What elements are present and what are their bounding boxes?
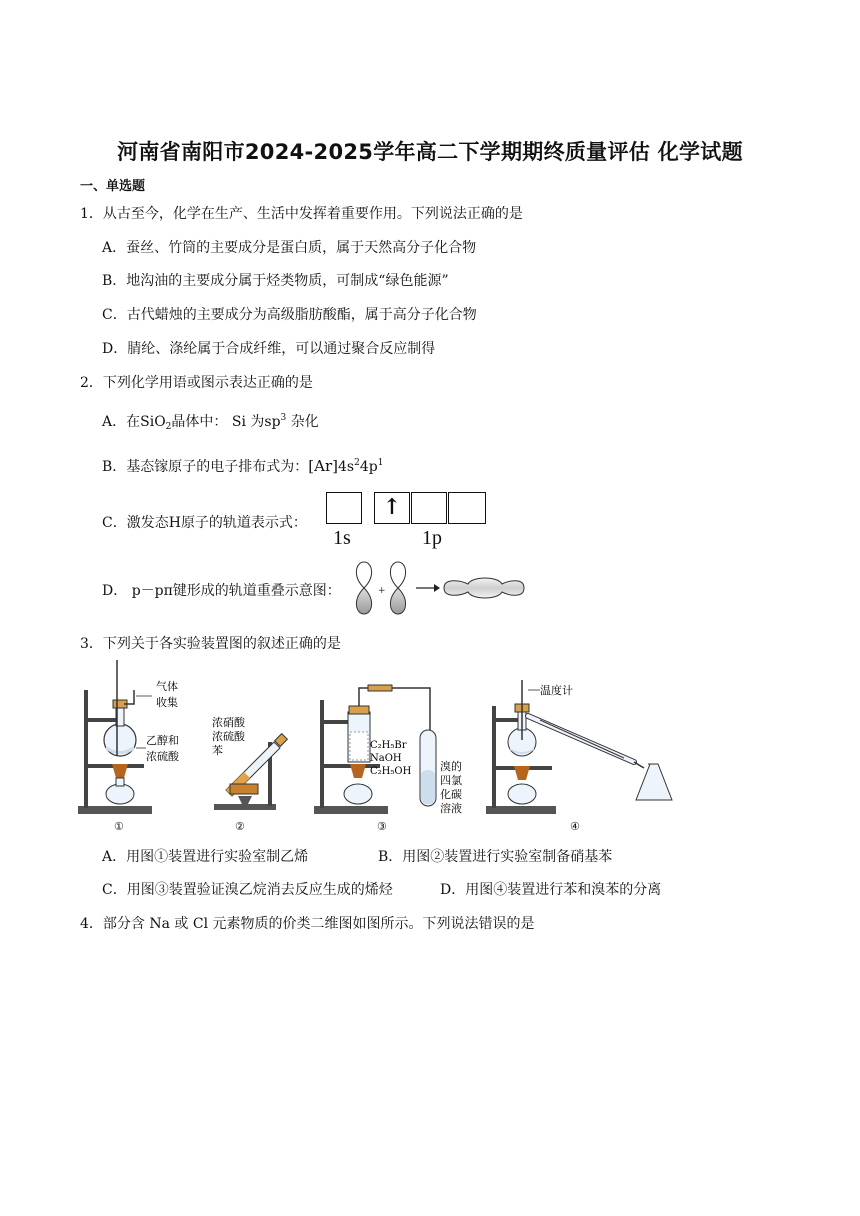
orbital-overlap-diagram — [350, 560, 530, 616]
q1-option-c: C．古代蜡烛的主要成分为高级脂肪酸酯，属于高分子化合物 — [102, 307, 477, 323]
q3-option-a: A．用图①装置进行实验室制乙烯 — [102, 849, 309, 865]
label-naoh: NaOH — [370, 753, 402, 764]
orbital-label-1s: 1s — [333, 527, 351, 549]
q2-a-sub: 2 — [165, 422, 172, 432]
apparatus-1-number: ① — [114, 820, 124, 833]
q1-option-a: A．蚕丝、竹筒的主要成分是蛋白质，属于天然高分子化合物 — [102, 240, 477, 256]
q3-stem: 3．下列关于各实验装置图的叙述正确的是 — [80, 636, 341, 652]
label-ethanol: 乙醇和 — [146, 734, 179, 747]
q3-option-b: B．用图②装置进行实验室制备硝基苯 — [378, 849, 613, 865]
q2-a-sp: sp — [264, 414, 281, 430]
up-arrow-icon: ↑ — [382, 494, 402, 520]
label-conc-acid: 浓硫酸 — [146, 750, 179, 763]
label-sulfuric: 浓硫酸 — [212, 730, 245, 743]
label-nitric: 浓硝酸 — [212, 716, 245, 729]
q2-a-wei: 为 — [250, 414, 265, 430]
q2-d-prefix: D． — [102, 583, 128, 599]
q2-option-a — [102, 411, 319, 432]
q2-a-mid: 晶体中： — [171, 414, 228, 430]
q2-a-formula: SiO — [140, 414, 166, 430]
apparatus-2-number: ② — [235, 820, 245, 833]
q2-option-c — [102, 512, 307, 532]
label-benzene: 苯 — [212, 744, 223, 757]
p-orbital-1-icon — [356, 562, 371, 614]
q2-a-si: Si — [231, 414, 246, 430]
q1-stem: 1．从古至今，化学在生产、生活中发挥着重要作用。下列说法正确的是 — [80, 206, 523, 222]
arrow-right-icon — [416, 584, 440, 592]
label-c2h5br: C₂H₅Br — [370, 740, 407, 751]
label-ccl4-2: 化碳 — [440, 788, 462, 801]
label-c2h5oh: C₂H₅OH — [370, 766, 412, 777]
apparatus-2-diagram — [208, 712, 308, 812]
orbital-box-1p-3 — [448, 492, 486, 524]
plus-sign: + — [378, 586, 386, 596]
q4-stem: 4．部分含 Na 或 Cl 元素物质的价类二维图如图所示。下列说法错误的是 — [80, 916, 535, 932]
apparatus-1-diagram — [76, 660, 226, 820]
label-thermometer: 温度计 — [540, 684, 573, 697]
orbital-box-1p-1 — [374, 492, 410, 524]
orbital-label-1p: 1p — [422, 527, 442, 549]
q3-option-c: C．用图③装置验证溴乙烷消去反应生成的烯烃 — [102, 882, 393, 898]
section-heading: 一、单选题 — [80, 179, 146, 194]
apparatus-3-number: ③ — [377, 820, 387, 833]
q3-option-d: D．用图④装置进行苯和溴苯的分离 — [440, 882, 662, 898]
q2-b-ar: [Ar] — [308, 457, 339, 475]
apparatus-4-number: ④ — [570, 820, 580, 833]
q2-c-h: H — [168, 515, 181, 531]
q2-b-4s: 4s — [338, 459, 355, 475]
q1-option-d: D．腈纶、涤纶属于合成纤维，可以通过聚合反应制得 — [102, 341, 436, 357]
page-title: 河南省南阳市2024-2025学年高二下学期期终质量评估 化学试题 — [117, 140, 743, 164]
q2-b-prefix: B．基态镓原子的电子排布式为： — [102, 459, 309, 475]
q2-option-d — [102, 580, 341, 600]
label-ccl4-1: 四氯 — [440, 774, 462, 787]
q1-option-b: B．地沟油的主要成分属于烃类物质，可制成“绿色能源” — [102, 273, 449, 289]
pi-bond-overlap-icon — [444, 578, 524, 598]
q2-d-post: 键形成的轨道重叠示意图： — [172, 583, 341, 599]
q2-b-4p: 4p — [359, 459, 378, 475]
label-collect: 收集 — [156, 696, 178, 709]
orbital-box-1s — [326, 492, 362, 524]
q2-b-4s-sup: 2 — [354, 458, 360, 468]
q2-c-post: 原子的轨道表示式： — [180, 515, 307, 531]
p-orbital-2-icon — [390, 562, 405, 614]
q2-a-prefix: A．在 — [102, 414, 141, 430]
orbital-box-1p-2 — [411, 492, 447, 524]
label-bromine: 溴的 — [440, 760, 462, 773]
apparatus-3-diagram — [312, 660, 472, 820]
q2-stem: 2．下列化学用语或图示表达正确的是 — [80, 375, 313, 391]
q2-a-post: 杂化 — [290, 414, 319, 430]
label-solution: 溶液 — [440, 802, 462, 815]
q2-option-b — [102, 456, 383, 476]
q2-c-prefix: C．激发态 — [102, 515, 169, 531]
label-gas: 气体 — [156, 680, 178, 693]
q2-b-4p-sup: 1 — [377, 458, 384, 468]
q2-d-formula: p－pπ — [131, 583, 173, 599]
q2-a-sup: 3 — [280, 413, 287, 423]
apparatus-4-diagram — [484, 676, 684, 820]
